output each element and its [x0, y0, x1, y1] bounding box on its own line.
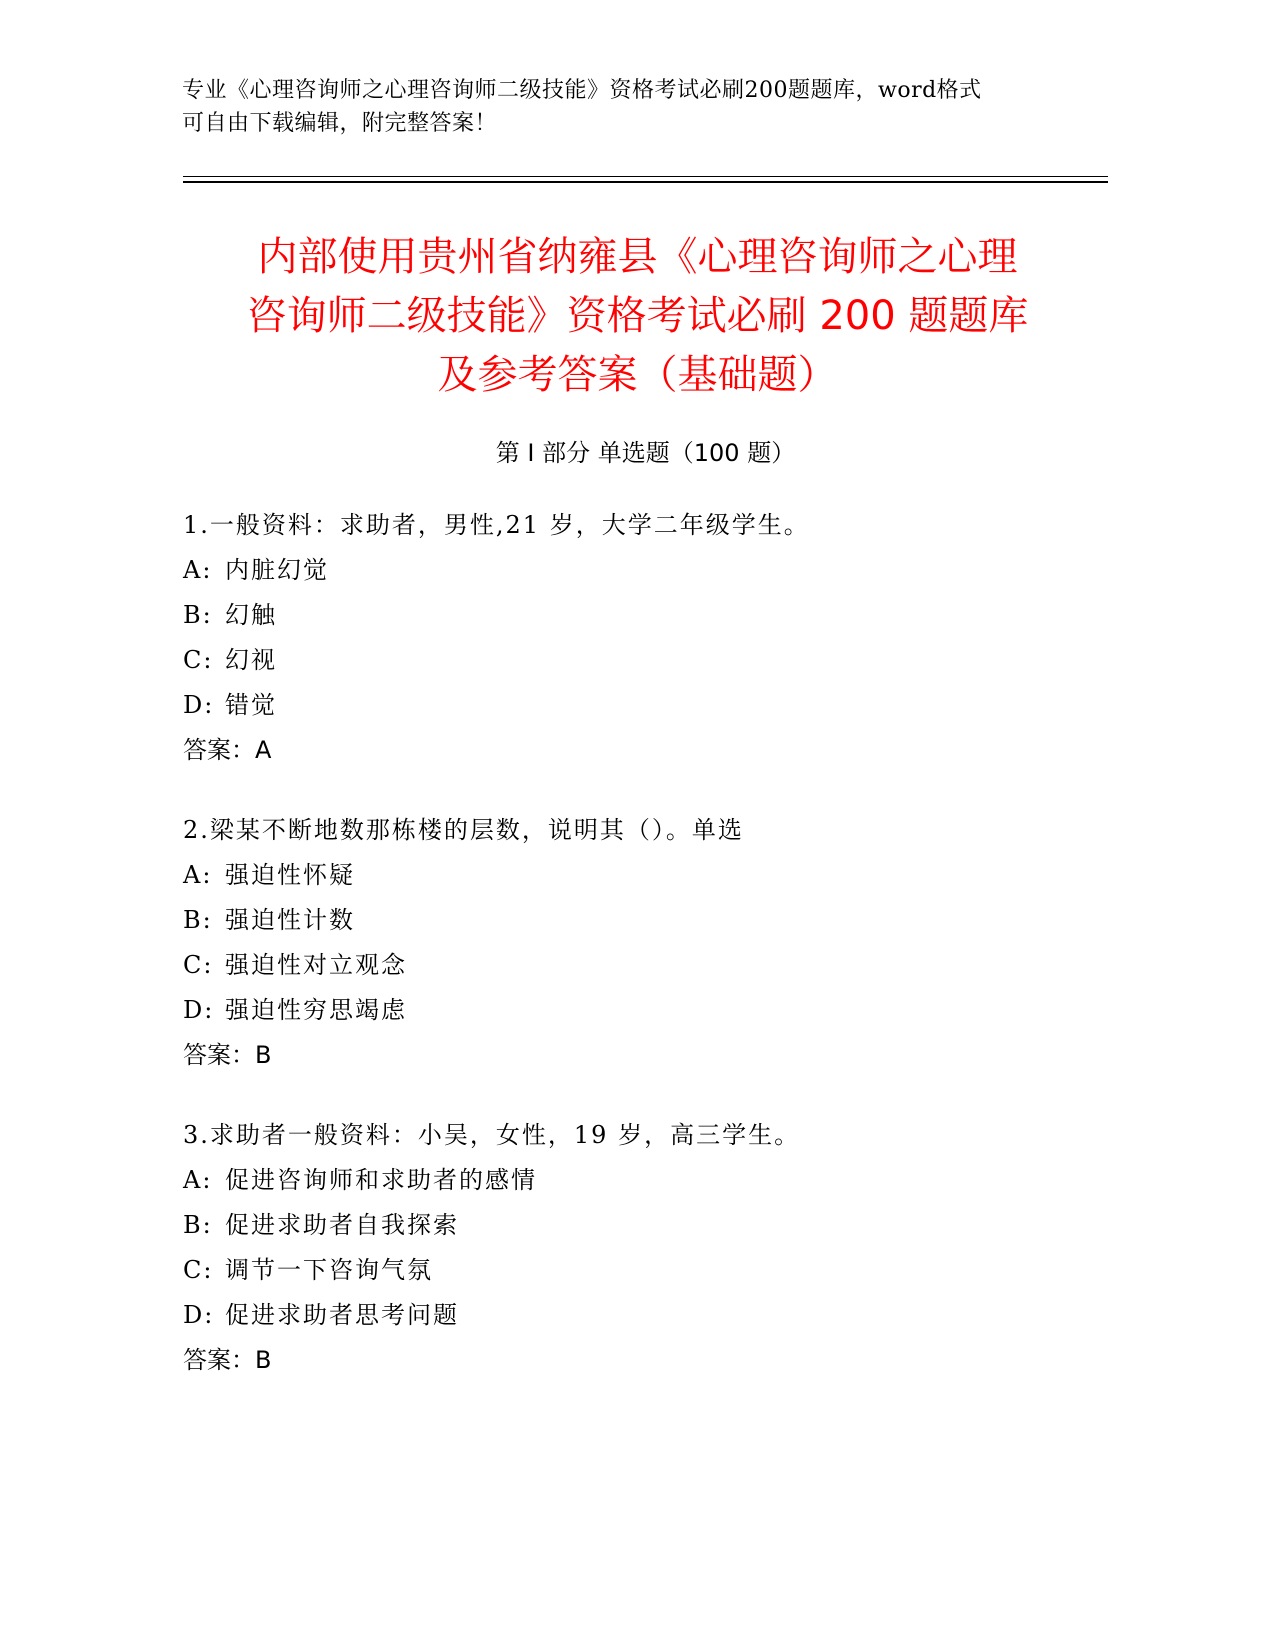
answer: 答案：A — [183, 736, 272, 764]
document-title — [186, 228, 1089, 405]
option-a — [183, 548, 1083, 593]
option-label: D: — [183, 691, 215, 719]
option-d — [183, 1293, 1083, 1338]
option-a — [183, 1158, 1083, 1203]
option-text: 促进求助者思考问题 — [225, 1301, 459, 1329]
option-b — [183, 593, 1083, 638]
answer: 答案：B — [183, 1041, 272, 1069]
header-note-line-1: 专业《心理咨询师之心理咨询师二级技能》资格考试必刷200题题库，word格式 — [182, 78, 982, 103]
option-label: C: — [183, 646, 214, 674]
option-text: 错觉 — [225, 691, 277, 719]
header-divider-thick — [183, 181, 1108, 183]
section-title: 第 I 部分 单选题（100 题） — [495, 439, 796, 467]
question-stem: 3.求助者一般资料：小吴，女性，19 岁，高三学生。 — [183, 1121, 801, 1149]
option-text: 强迫性穷思竭虑 — [225, 996, 407, 1024]
option-text: 强迫性怀疑 — [225, 861, 355, 889]
option-label: A: — [183, 1166, 213, 1194]
option-a — [183, 853, 1083, 898]
option-text: 强迫性对立观念 — [225, 951, 407, 979]
option-text: 促进咨询师和求助者的感情 — [225, 1166, 537, 1194]
question-stem: 1.一般资料：求助者，男性,21 岁，大学二年级学生。 — [183, 511, 810, 539]
option-text: 内脏幻觉 — [225, 556, 329, 584]
option-c — [183, 943, 1083, 988]
header-divider-thin — [183, 176, 1108, 177]
option-label: D: — [183, 996, 215, 1024]
option-label: B: — [183, 601, 213, 629]
option-label: C: — [183, 1256, 214, 1284]
title-line-1: 内部使用贵州省纳雍县《心理咨询师之心理 — [257, 234, 1018, 280]
option-text: 幻触 — [225, 601, 277, 629]
option-text: 幻视 — [225, 646, 277, 674]
header-note — [182, 74, 1062, 140]
option-label: C: — [183, 951, 214, 979]
option-c — [183, 1248, 1083, 1293]
option-label: A: — [183, 861, 213, 889]
header-note-line-2: 可自由下载编辑，附完整答案！ — [182, 111, 498, 136]
question-1 — [183, 503, 1083, 773]
option-c — [183, 638, 1083, 683]
option-b — [183, 1203, 1083, 1248]
option-b — [183, 898, 1083, 943]
question-3 — [183, 1113, 1083, 1383]
option-label: B: — [183, 1211, 213, 1239]
question-stem: 2.梁某不断地数那栋楼的层数，说明其（）。单选 — [183, 816, 744, 844]
option-d — [183, 683, 1083, 728]
option-text: 强迫性计数 — [225, 906, 355, 934]
question-2 — [183, 808, 1083, 1078]
title-line-2: 咨询师二级技能》资格考试必刷 200 题题库 — [246, 293, 1029, 339]
answer: 答案：B — [183, 1346, 272, 1374]
option-label: B: — [183, 906, 213, 934]
option-label: A: — [183, 556, 213, 584]
option-d — [183, 988, 1083, 1033]
option-label: D: — [183, 1301, 215, 1329]
title-line-3: 及参考答案（基础题） — [437, 352, 838, 398]
option-text: 调节一下咨询气氛 — [225, 1256, 433, 1284]
option-text: 促进求助者自我探索 — [225, 1211, 459, 1239]
